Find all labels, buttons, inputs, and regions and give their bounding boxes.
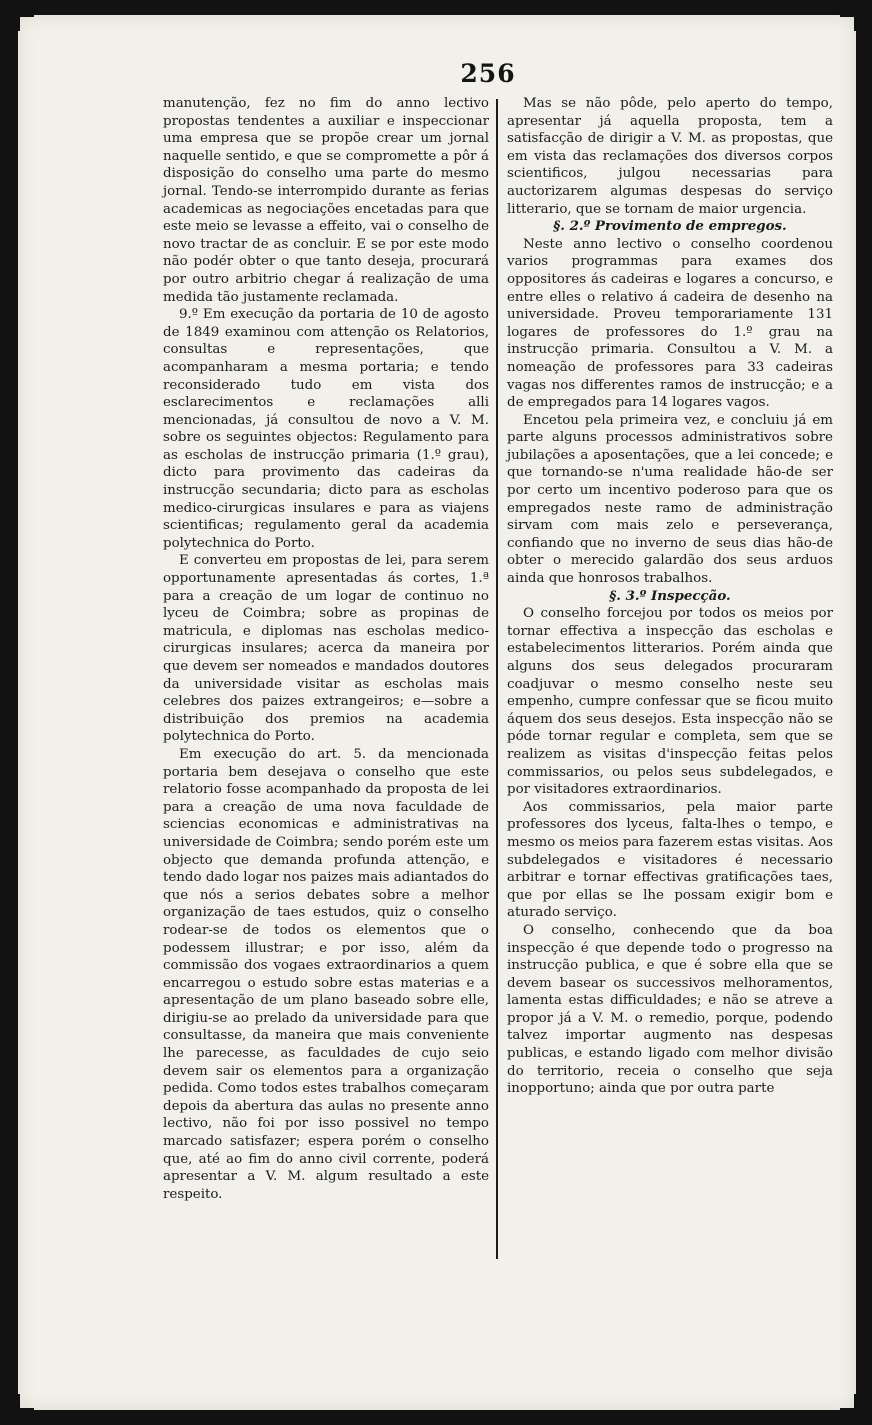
paragraph: Aos commissarios, pela maior parte professores dos lyceus, falta-lhes o tempo, e mesmo os meios para fazerem estas visitas. Aos subdelegados e visitadores é necessario arbitrar e tornar effectivas gratificações taes, que por ellas se lhe possam exigir bom e aturado serviço.: [507, 799, 833, 921]
crop-mark: [18, 15, 34, 31]
crop-mark: [18, 1394, 34, 1410]
paragraph: O conselho forcejou por todos os meios por tornar effectiva a inspecção das escholas e estabelecimentos litterarios. Porém ainda que alguns dos seus delegados procuraram coadjuvar o mesmo conselho neste seu empenho, cumpre confessar que se ficou muito áquem dos seus desejos. Esta inspecção não se póde tornar regular e completa, sem que se realizem as visitas d'inspecção feitas pelos commissarios, ou pelos seus subdelegados, e por visitadores extraordinarios.: [507, 606, 833, 798]
paragraph: manutenção, fez no fim do anno lectivo propostas tendentes a auxiliar e inspeccionar uma empresa que se propõe crear um jornal naquelle sentido, e que se compromette a pôr á disposição do conselho uma parte do mesmo jornal. Tendo-se interrompido durante as ferias academicas as negociações encetadas para que este meio se levasse a effeito, vai o conselho de novo tractar de as concluir. E se por este modo não podér obter o que tanto deseja, procurará por outro arbitrio chegar á realização de uma medida tão justamente reclamada.: [163, 96, 489, 305]
crop-mark: [840, 15, 856, 31]
paragraph: Encetou pela primeira vez, e concluiu já em parte alguns processos administrativos sobre jubilações a aposentações, que a lei concede; e que tornando-se n'uma realidade hão-de ser por certo um incentivo poderoso para que os empregados neste ramo de administração sirvam com mais zelo e perseverança, confiando que no inverno de seus dias hão-de obter o merecido galardão dos seus arduos ainda que honrosos trabalhos.: [507, 412, 833, 587]
paragraph: Mas se não pôde, pelo aperto do tempo, apresentar já aquella proposta, tem a satisfacção de dirigir a V. M. as propostas, que em vista das reclamações dos diversos corpos scientificos, julgou necessarias para auctorizarem algumas despesas do serviço litterario, que se tornam de maior urgencia.: [507, 96, 833, 217]
section-heading: §. 2.º Provimento de empregos.: [553, 218, 787, 235]
right-column: [507, 95, 833, 1098]
paragraph: Em execução do art. 5. da mencionada portaria bem desejava o conselho que este relatorio fosse acompanhado da proposta de lei para a creação de uma nova faculdade de sciencias economicas e administrativas na universidade de Coimbra; sendo porém este um objecto que demanda profunda attenção, e tendo dado logar nos paizes mais adiantados do que nós a serios debates sobre a melhor organização de taes estudos, quiz o conselho rodear-se de todos os elementos que o podessem illustrar; e por isso, além da commissão dos vogaes extraordinarios a quem encarregou o estudo sobre estas materias e a apresentação de um plano baseado sobre elle, dirigiu-se ao prelado da universidade para que consultasse, da maneira que mais conveniente lhe parecesse, as faculdades de cujo seio devem sair os elementos para a organização pedida. Como todos estes trabalhos começaram depois da abertura das aulas no presente anno lectivo, não foi por isso possivel no tempo marcado satisfazer; espera porém o conselho que, até ao fim do anno civil corrente, poderá apresentar a V. M. algum resultado a este respeito.: [163, 746, 489, 1202]
left-column: [163, 95, 489, 1203]
crop-mark: [840, 1394, 856, 1410]
paragraph: 9.º Em execução da portaria de 10 de agosto de 1849 examinou com attenção os Relatorios, consultas e representações, que acompanharam a mesma portaria; e tendo reconsiderado tudo em vista dos esclarecimentos e reclamações alli mencionadas, já consultou de novo a V. M. sobre os seguintes objectos: Regulamento para as escholas de instrucção primaria (1.º grau), dicto para provimento das cadeiras da instrucção secundaria; dicto para as escholas medico-cirurgicas insulares e para as viajens scientificas; regulamento geral da academia polytechnica do Porto.: [163, 307, 489, 551]
column-divider: [496, 99, 498, 1259]
section-heading: §. 3.º Inspecção.: [609, 587, 731, 604]
document-page: [18, 15, 856, 1410]
paragraph: E converteu em propostas de lei, para serem opportunamente apresentadas ás cortes, 1.ª para a creação de um logar de continuo no lyceu de Coimbra; sobre as propinas de matricula, e diplomas nas escholas medico-cirurgicas insulares; acerca da maneira por que devem ser nomeados e mandados doutores da universidade visitar as escholas mais celebres dos paizes extrangeiros; e—sobre a distribuição dos premios na academia polytechnica do Porto.: [163, 553, 489, 745]
paragraph: O conselho, conhecendo que da boa inspecção é que depende todo o progresso na instrucção publica, e que é sobre ella que se devem basear os successivos melhoramentos, lamenta estas difficuldades; e não se atreve a propor já a V. M. o remedio, porque, podendo talvez importar augmento nas despesas publicas, e estando ligado com melhor divisão do territorio, receia o conselho que seja inopportuno; ainda que por outra parte: [507, 922, 833, 1097]
paragraph: Neste anno lectivo o conselho coordenou varios programmas para exames dos oppositores ás cadeiras e logares a concurso, e entre elles o relativo á cadeira de desenho na universidade. Proveu temporariamente 131 logares de professores do 1.º grau na instrucção primaria. Consultou a V. M. a nomeação de professores para 33 cadeiras vagas nos differentes ramos de instrucção; e a de empregados para 14 logares vagos.: [507, 236, 833, 411]
page-number: 256: [460, 59, 516, 88]
